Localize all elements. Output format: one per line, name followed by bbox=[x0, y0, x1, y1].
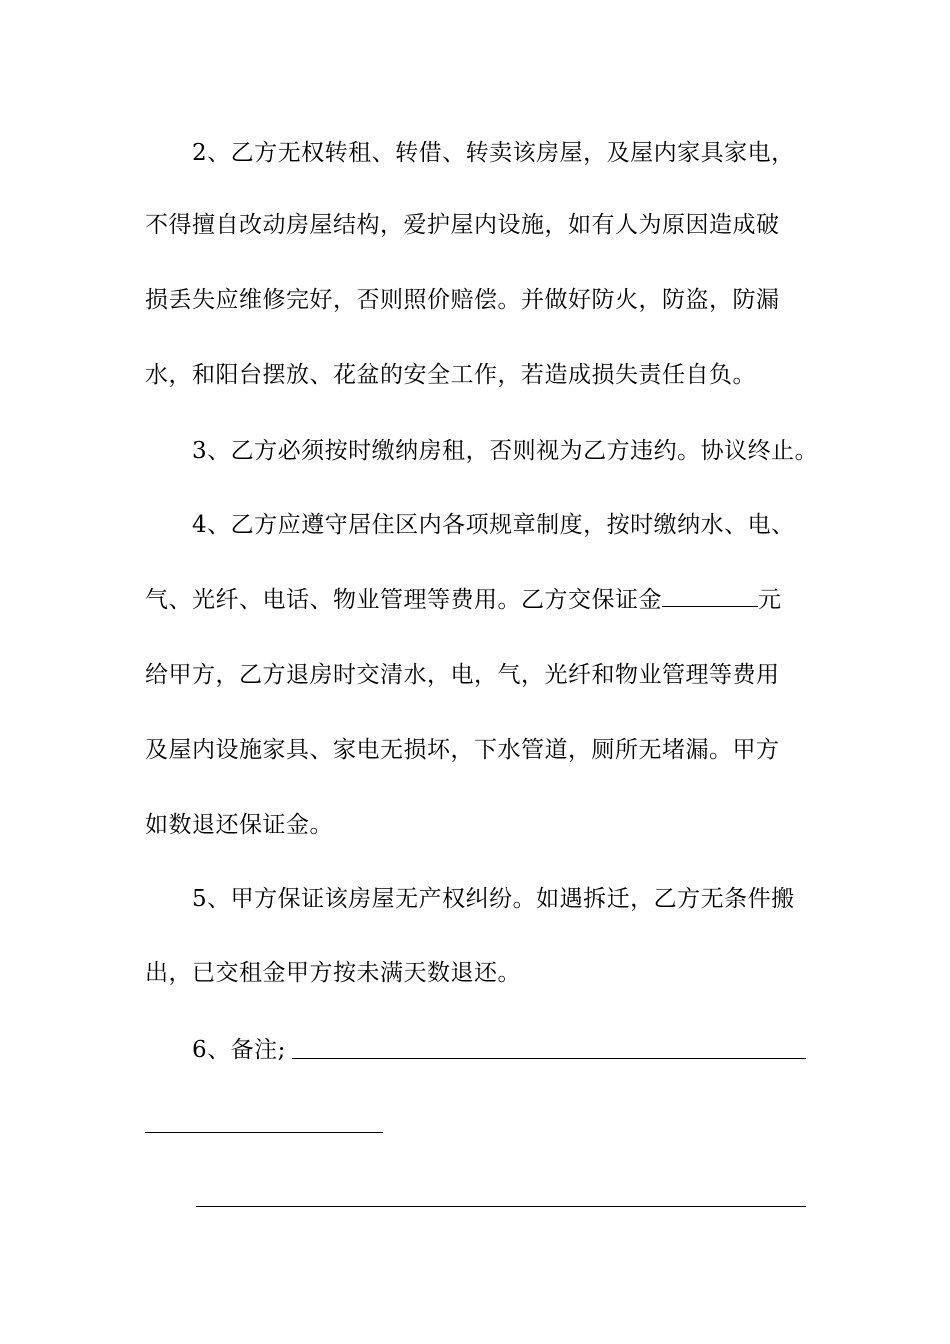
deposit-amount-blank[interactable] bbox=[662, 586, 758, 607]
clause-5-line-1: 5、甲方保证该房屋无产权纠纷。如遇拆迁，乙方无条件搬 bbox=[192, 886, 795, 912]
remarks-blank-line-2[interactable] bbox=[145, 1132, 383, 1133]
remarks-blank-line-3[interactable] bbox=[196, 1206, 806, 1207]
currency-unit: 元 bbox=[758, 587, 782, 613]
clause-4-line-3: 给甲方，乙方退房时交清水，电，气，光纤和物业管理等费用 bbox=[145, 662, 780, 688]
clause-4-line-1: 4、乙方应遵守居住区内各项规章制度，按时缴纳水、电、 bbox=[192, 512, 795, 538]
clause-6-line-1 bbox=[192, 1035, 286, 1065]
remarks-label: 6、备注; bbox=[192, 1037, 286, 1063]
clause-3-line-1: 3、乙方必须按时缴纳房租，否则视为乙方违约。协议终止。 bbox=[192, 438, 819, 464]
clause-4-line-2-text: 气、光纤、电话、物业管理等费用。乙方交保证金 bbox=[145, 587, 662, 613]
remarks-blank-line-1[interactable] bbox=[292, 1058, 806, 1059]
clause-4-line-4: 及屋内设施家具、家电无损坏，下水管道，厕所无堵漏。甲方 bbox=[145, 737, 780, 763]
clause-2-line-3: 损丢失应维修完好，否则照价赔偿。并做好防火，防盗，防漏 bbox=[145, 287, 780, 313]
clause-4-line-2 bbox=[145, 585, 782, 615]
clause-2-line-2: 不得擅自改动房屋结构，爱护屋内设施，如有人为原因造成破 bbox=[145, 212, 780, 238]
clause-5-line-2: 出，已交租金甲方按未满天数退还。 bbox=[145, 960, 521, 986]
clause-2-line-1: 2、乙方无权转租、转借、转卖该房屋，及屋内家具家电， bbox=[192, 140, 795, 166]
clause-2-line-4: 水，和阳台摆放、花盆的安全工作，若造成损失责任自负。 bbox=[145, 362, 756, 388]
clause-4-line-5: 如数退还保证金。 bbox=[145, 812, 333, 838]
